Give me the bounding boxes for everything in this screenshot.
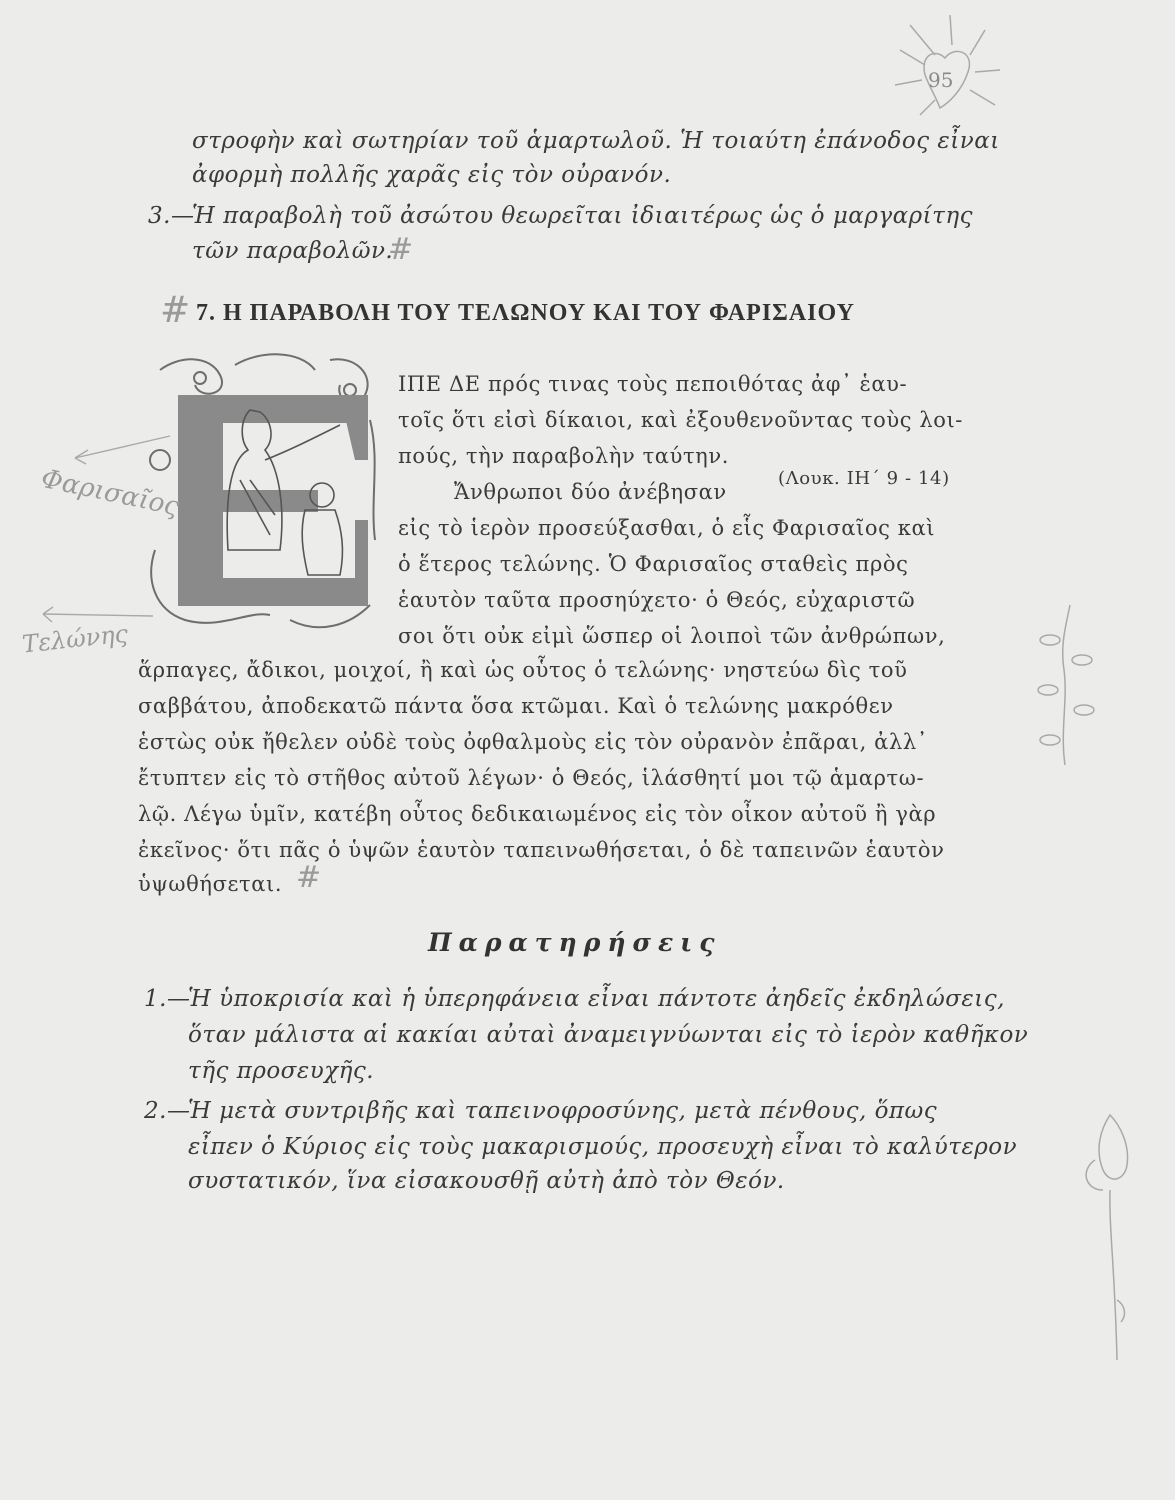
page-number-doodle [880,10,1020,130]
text-line: συστατικόν, ἵνα εἰσακουσθῇ αὐτὴ ἀπὸ τὸν Θεόν. [188,1168,785,1194]
text-line: ὅταν μάλιστα αἱ κακίαι αὐταὶ ἀναμειγνύωνται εἰς τὸ ἱερὸν καθῆκον [188,1022,1029,1048]
text-line: Ἡ μετὰ συντριβῆς καὶ ταπεινοφροσύνης, μετὰ πένθους, ὅπως [188,1098,938,1124]
section-heading: 7. Η ΠΑΡΑΒΟΛΗ ΤΟΥ ΤΕΛΩΝΟΥ ΚΑΙ ΤΟΥ ΦΑΡΙΣΑΙΟΥ [196,300,855,326]
text-line: σοι ὅτι οὐκ εἰμὶ ὥσπερ οἱ λοιποὶ τῶν ἀνθρώπων, [398,624,946,648]
pencil-hash-mark: # [296,860,322,895]
pencil-hash-mark: # [160,290,191,331]
list-number: 2.— [144,1098,191,1124]
margin-note-pharisee: Φαρισαῖος [38,463,182,523]
pencil-hash-mark: # [388,232,414,267]
pencil-tulip-doodle-icon [1075,1110,1145,1370]
text-line: εἰς τὸ ἱερὸν προσεύξασθαι, ὁ εἷς Φαρισαῖος καὶ [398,516,936,540]
pencil-arrow-icon [38,602,158,632]
text-line: ἐκεῖνος· ὅτι πᾶς ὁ ὑψῶν ἑαυτὸν ταπεινωθήσεται, ὁ δὲ ταπεινῶν ἑαυτὸν [138,838,945,862]
pencil-arrow-icon [70,428,180,468]
text-line: ἔτυπτεν εἰς τὸ στῆθος αὐτοῦ λέγων· ὁ Θεός, ἱλάσθητί μοι τῷ ἁμαρτω- [138,766,925,790]
text-line: τοῖς ὅτι εἰσὶ δίκαιοι, καὶ ἐξουθενοῦντας τοὺς λοι- [398,408,964,432]
text-line: ἀφορμὴ πολλῆς χαρᾶς εἰς τὸν οὐρανόν. [192,162,672,188]
text-line: ὁ ἕτερος τελώνης. Ὁ Φαρισαῖος σταθεὶς πρὸς [398,552,909,576]
text-line: τῆς προσευχῆς. [188,1058,375,1084]
list-number: 3.— [148,203,195,229]
text-line: ἅρπαγες, ἄδικοι, μοιχοί, ἢ καὶ ὡς οὗτος ὁ τελώνης· νηστεύω δὶς τοῦ [138,658,908,682]
text-line: λῷ. Λέγω ὑμῖν, κατέβη οὗτος δεδικαιωμένος εἰς τὸν οἶκον αὐτοῦ ἢ γὰρ [138,802,937,826]
page-number: 95 [928,68,954,92]
text-line: στροφὴν καὶ σωτηρίαν τοῦ ἁμαρτωλοῦ. Ἡ τοιαύτη ἐπάνοδος εἶναι [192,128,1000,154]
text-line: τῶν παραβολῶν. [192,238,394,264]
text-line: ὑψωθήσεται. [138,872,283,896]
scripture-reference: (Λουκ. ΙΗ΄ 9 - 14) [778,468,950,489]
text-line: Ἡ ὑποκρισία καὶ ἡ ὑπερηφάνεια εἶναι πάντοτε ἀηδεῖς ἐκδηλώσεις, [188,986,1005,1012]
text-line: Ἄνθρωποι δύο ἀνέβησαν [454,480,727,504]
text-line: εἶπεν ὁ Κύριος εἰς τοὺς μακαρισμούς, προσευχὴ εἶναι τὸ καλύτερον [188,1134,1018,1160]
text-line: ΙΠΕ ΔΕ πρός τινας τοὺς πεποιθότας ἀφ᾿ ἑαυ- [398,372,908,396]
section-subheading: Παρατηρήσεις [428,928,722,957]
text-line: ἑαυτὸν ταῦτα προσηύχετο· ὁ Θεός, εὐχαριστῶ [398,588,916,612]
text-line: ἑστὼς οὐκ ἤθελεν οὐδὲ τοὺς ὀφθαλμοὺς εἰς τὸν οὐρανὸν ἐπᾶραι, ἀλλ᾿ [138,730,928,754]
pencil-plant-doodle-icon [1030,600,1100,770]
text-line: σαββάτου, ἀποδεκατῶ πάντα ὅσα κτῶμαι. Καὶ ὁ τελώνης μακρόθεν [138,694,894,718]
text-line: πούς, τὴν παραβολὴν ταύτην. [398,444,729,468]
margin-note-publican: Τελώνης [20,619,130,659]
text-line: Ἡ παραβολὴ τοῦ ἀσώτου θεωρεῖται ἰδιαιτέρως ὡς ὁ μαργαρίτης [192,203,974,229]
list-number: 1.— [144,986,191,1012]
